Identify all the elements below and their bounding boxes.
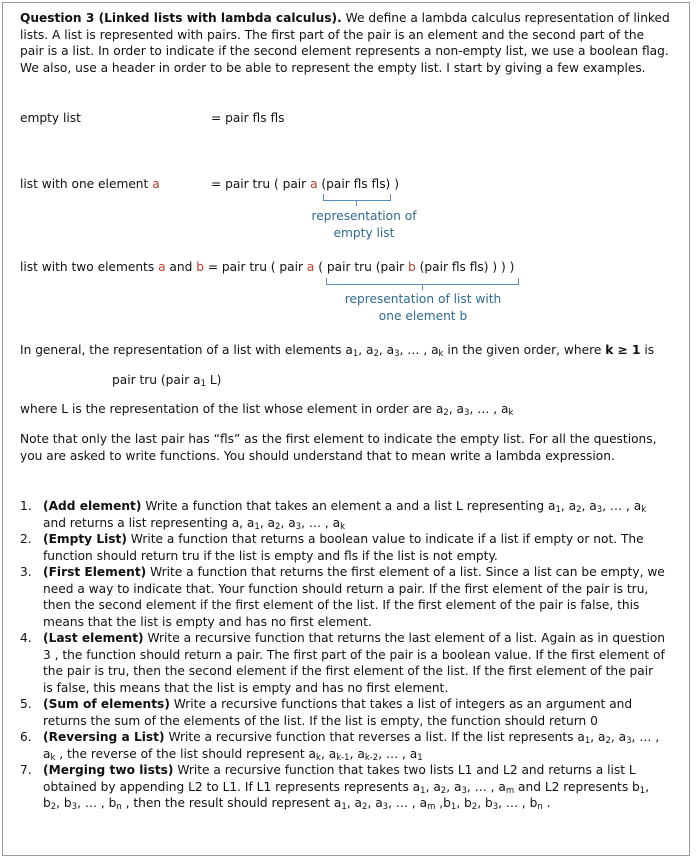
general-formula: pair tru (pair $a_1$ L) [112,373,222,389]
brace-tick [356,201,357,206]
list-item: 4. (Last element) Write a recursive function that returns the last element of a list. Again as in question 3 , the function should return a pair. The first part of the pair is a boolean value. If the first element of the pair is tru, then the second element if the first element of the list. If the first element of the pair is false, this means that the list is empty and has no first element. [20,631,666,695]
question-heading: Question 3 (Linked lists with lambda calculus). [20,11,342,25]
brace-tick [422,285,423,290]
list-item: 2. (Empty List) Write a function that returns a boolean value to indicate if a list if empty or not. The function should return tru if the list is empty and fls if the list is not empty. [20,532,644,563]
general-statement: In general, the representation of a list with elements $a_1$, $a_2$, $a_3$, … , $a_k$ in the given order, where k ≥ 1 is [20,343,655,359]
example-empty-label: empty list [20,111,81,125]
general-where: where L is the representation of the list whose element in order are $a_2$, $a_3$, … , $a_k$ [20,402,514,418]
question-list [20,498,665,812]
document-page [2,2,690,856]
annotation-one-line1: representation of list with [344,292,502,306]
annotation-one-line2: one element b [378,309,468,323]
list-item: 5. (Sum of elements) Write a recursive functions that takes a list of integers as an argument and returns the sum of the elements of the list. If the list is empty, the function should return 0 [20,697,633,728]
list-item: 7. (Merging two lists) Write a recursive function that takes two lists L1 and L2 and returns a list L obtained by appending L2 to L1. If L1 represents represents $a_1$, $a_2$, $a_3$, … , $a_m$ and L2 represents $b_1$, $b_2$, $b_3$, … , $b_n$ , then the result should represent $a_1$, $a_2$, $a_3$, … , $a_m$ $,b_1$, $b_2$, $b_3$, … , $b_n$ . [20,763,650,812]
annotation-empty-line1: representation of [311,209,417,223]
example-one-label: list with one element a [20,177,160,191]
brace-empty-list [323,194,391,201]
intro-text: We define a lambda calculus representation of linked lists. A list is represented with pairs. The first part of the pair is an element and the second part of the pair is a list. In order to indicate if the second element represents a non-empty list, we use a boolean flag. We also, use a header in order to be able to represent the empty list. I start by giving a few examples. [20,11,670,75]
brace-one-element-list [326,278,519,285]
note-paragraph: Note that only the last pair has “fls” as the first element to indicate the empty list. For all the questions, you are asked to write functions. You should understand that to mean write a lambda expression. [20,432,657,463]
list-item: 6. (Reversing a List) Write a recursive function that reverses a list. If the list represents $a_1$, $a_2$, $a_3$, … , $a_k$ , the reverse of the list should represent $a_k$, $a_{k-1}$, $a_{k-2}$, … , $a_1$ [20,730,660,763]
example-one-expr: = pair tru ( pair a (pair fls fls) ) [211,177,399,191]
list-item: 1. (Add element) Write a function that takes an element a and a list L representing $a_1$, $a_2$, $a_3$, … , $a_k$ and returns a list representing a, $a_1$, $a_2$, $a_3$, … , $a_k$ [20,499,647,532]
example-empty-expr: = pair fls fls [211,111,285,125]
question-intro [20,10,670,76]
example-two-line: list with two elements a and b = pair tru ( pair a ( pair tru (pair b (pair fls fls) ) ) ) [20,260,515,274]
annotation-empty-line2: empty list [333,226,395,240]
list-item: 3. (First Element) Write a function that returns the first element of a list. Since a list can be empty, we need a way to indicate that. Your function should return a pair. If the first element of the pair is tru, then the second element if the first element of the list. If the first element of the pair is false, this means that the list is empty and has no first element. [20,565,665,629]
